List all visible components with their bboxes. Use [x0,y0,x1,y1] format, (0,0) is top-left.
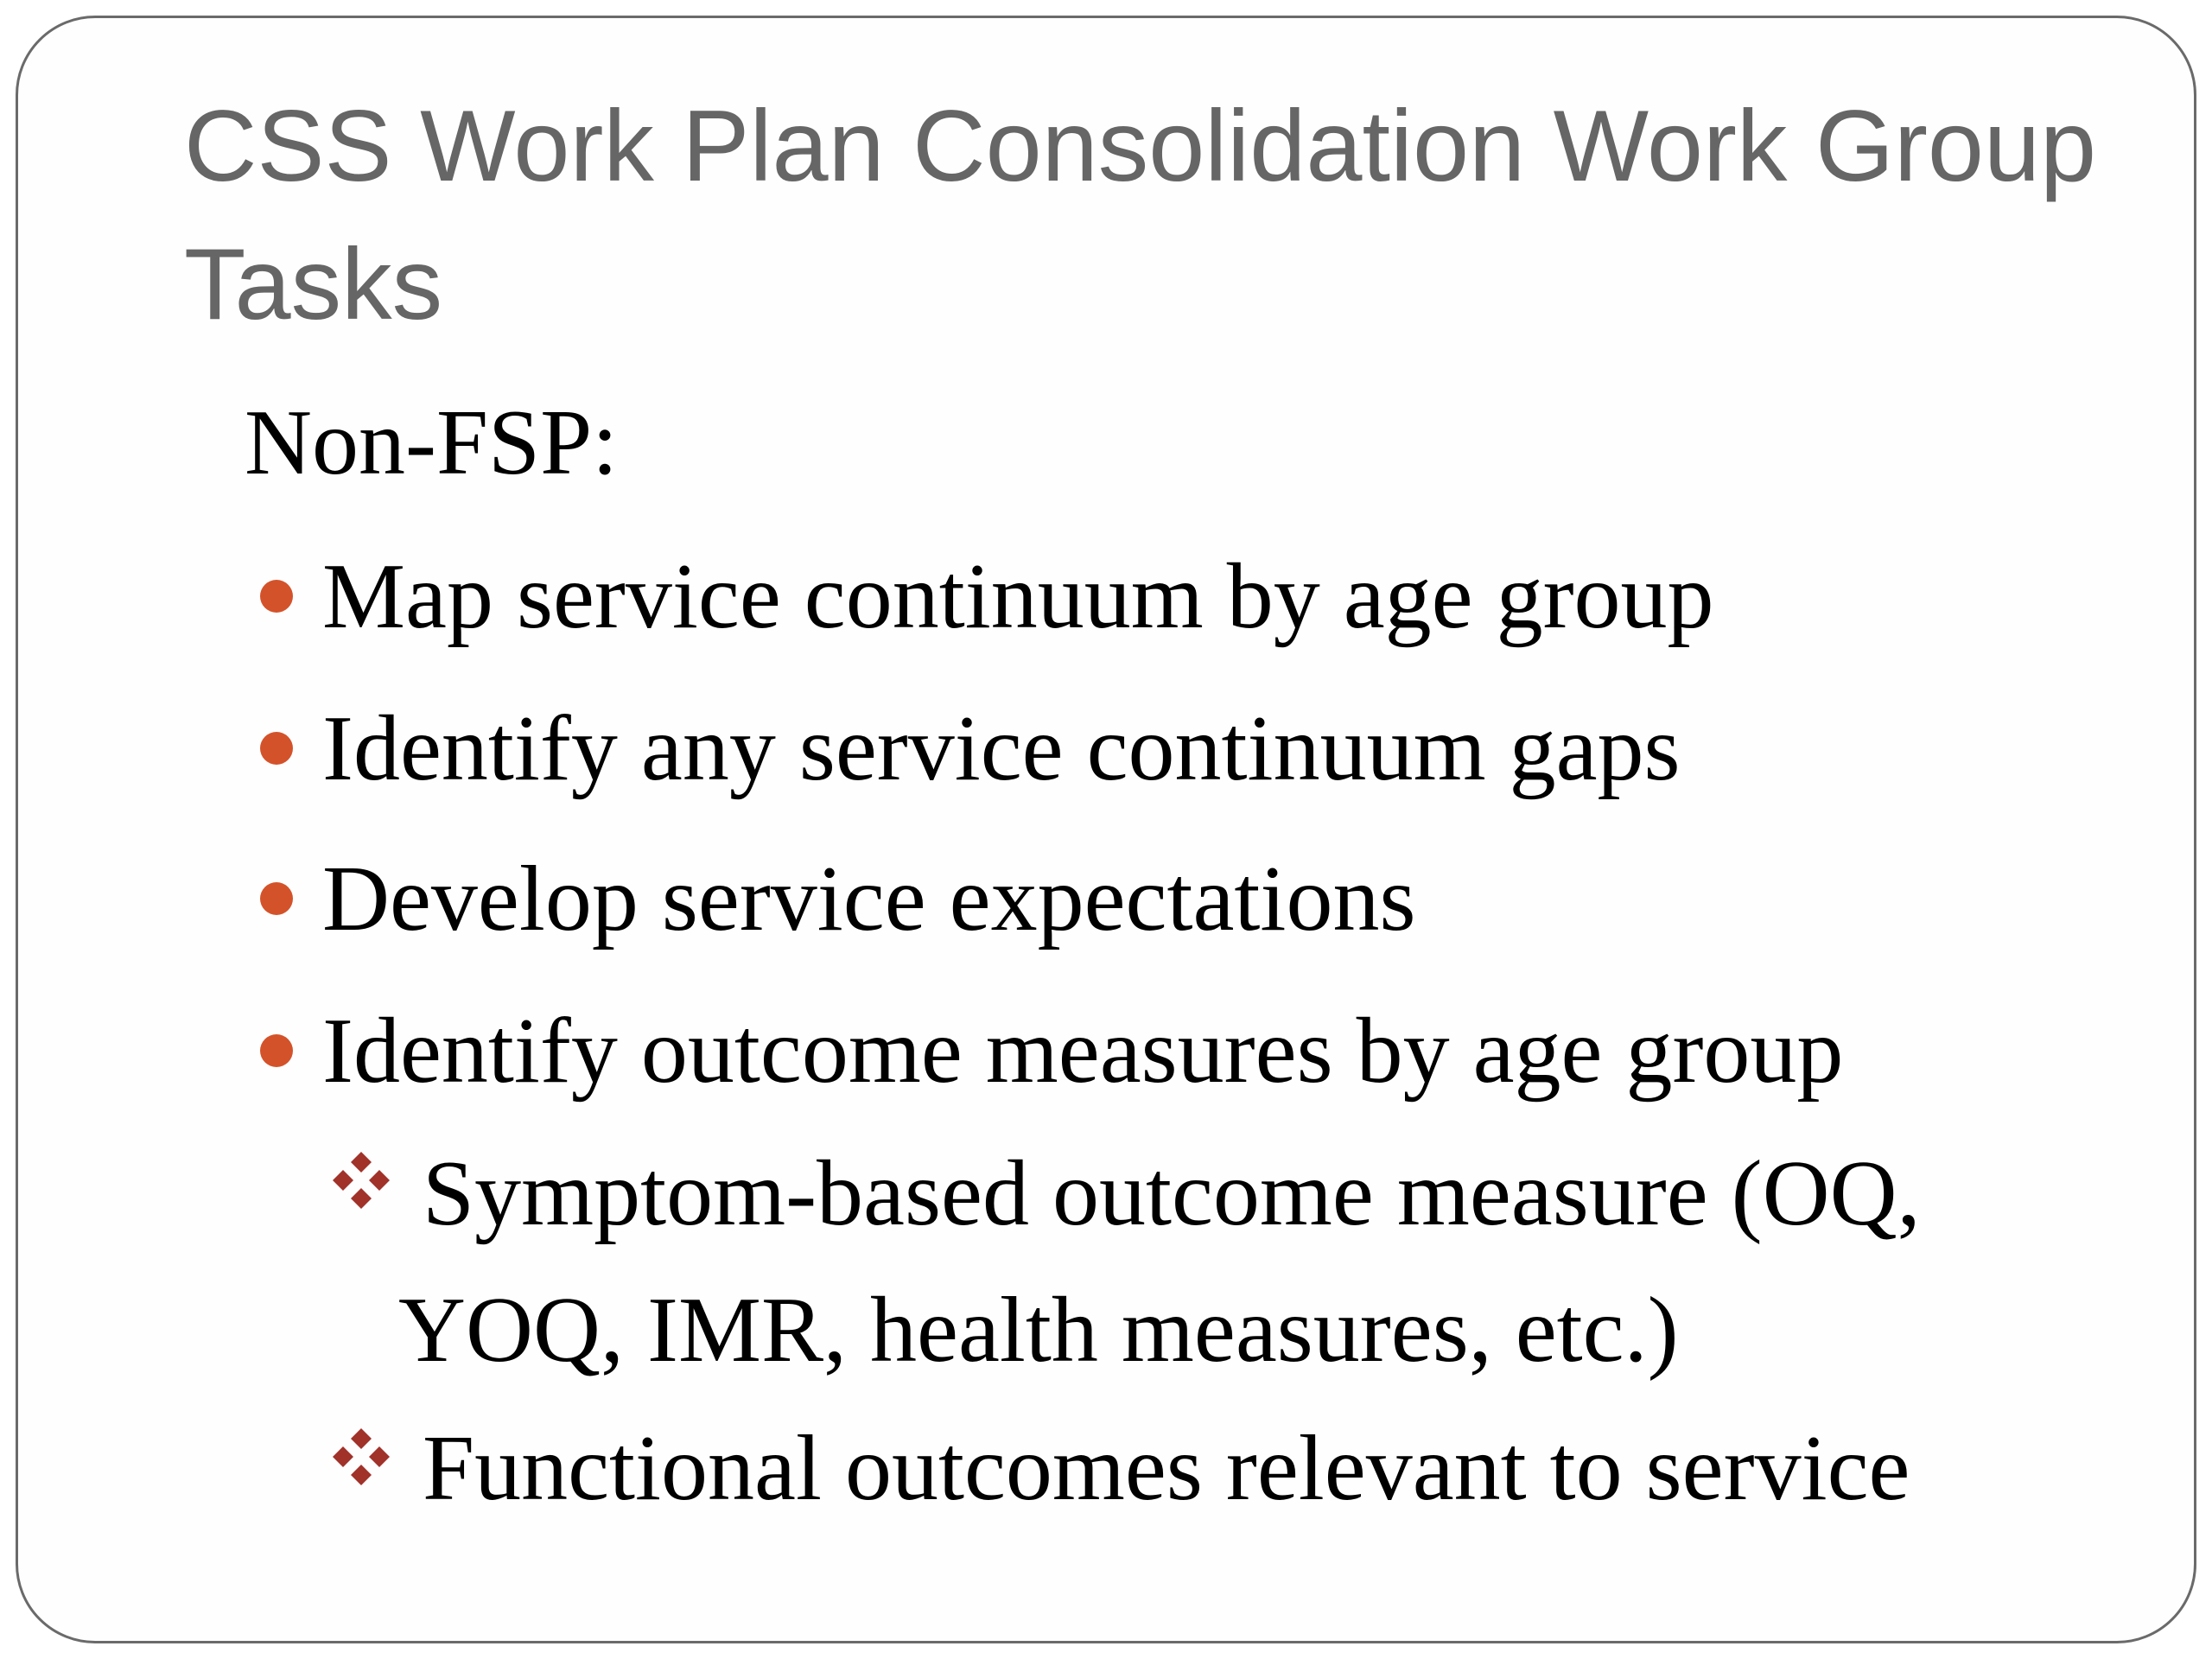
bullet-item: Develop service expectations [322,848,1416,950]
sub-bullet-continuation: YOQ, IMR, health measures, etc.) [398,1279,1679,1382]
sub-bullet-item: Functional outcomes relevant to service [423,1417,1910,1520]
bullet-dot-icon [260,732,293,765]
bullet-item: Identify any service continuum gaps [322,697,1681,800]
slide-body [18,18,2194,1641]
bullet-item: Map service continuum by age group [322,545,1714,648]
bullet-dot-icon [260,882,293,915]
slide-title: CSS Work Plan Consolidation Work Group Tasks [184,89,2097,340]
diamond-ornament-icon [331,1427,391,1487]
sub-bullet-item: Symptom-based outcome measure (OQ, [423,1142,1921,1245]
diamond-ornament-icon [331,1150,391,1211]
bullet-dot-icon [260,580,293,613]
slide-frame [16,16,2196,1643]
bullet-dot-icon [260,1034,293,1067]
section-heading: Non-FSP: [245,391,619,494]
bullet-item: Identify outcome measures by age group [322,1000,1844,1103]
